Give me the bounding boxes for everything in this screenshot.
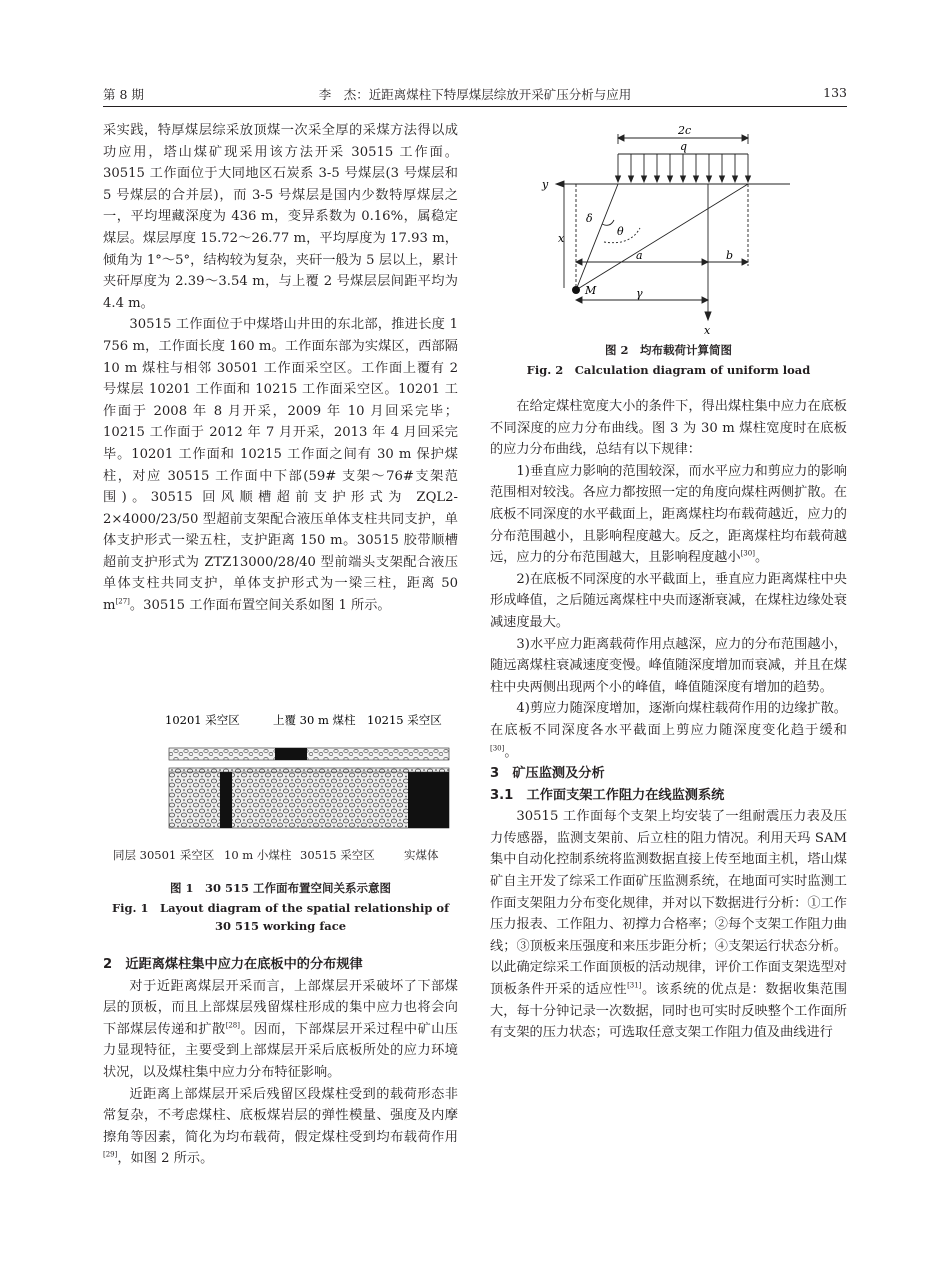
label-delta: δ: [586, 212, 593, 225]
paragraph: [103, 314, 458, 616]
paragraph: 采实践，特厚煤层综采放顶煤一次采全厚的采煤方法得以成功应用，塔山煤矿现采用该方法开采 30515 工作面。30515 工作面位于大同地区石炭系 3-5 号煤层(3 号煤层和 5 号煤层的合并层)，而 3-5 号煤层是国内少数特厚煤层之一，平均埋藏深度为 436 m，变异系数为 0.16%，属稳定煤层。煤层厚度 15.72～26.77 m，平均厚度为 17.93 m，倾角为 1°～5°，结构较为复杂，夹矸一般为 5 层以上，累计夹矸厚度为 2.39～3.54 m，与上覆 2 号煤层层间距平均为 4.4 m。: [103, 123, 458, 311]
left-column-lower: [103, 954, 458, 1170]
small-pillar: [220, 772, 232, 828]
figure-2-caption-cn: 图 2 均布载荷计算简图: [604, 343, 732, 357]
label-a: a: [636, 249, 643, 262]
point-M: [572, 286, 580, 294]
lower-seam: [169, 768, 449, 828]
uniform-load-diagram: [490, 120, 847, 340]
right-column: [490, 396, 847, 1044]
citation: [31]: [627, 981, 642, 990]
section-2-title: 2 近距离煤柱集中应力在底板中的分布规律: [103, 957, 363, 972]
paragraph-text: 。: [754, 550, 769, 566]
figure-1-caption-en-2: 30 515 working face: [214, 919, 347, 933]
label-theta: θ: [617, 225, 624, 238]
paragraph-text: 。: [504, 744, 518, 760]
paragraph-text: 1)垂直应力影响的范围较深，而水平应力和剪应力的影响范围相对较浅。各应力都按照一定的角度向煤柱两侧扩散。在底板不同深度的水平截面上，距离煤柱均布载荷越近，应力的分布范围越小，且影响程度越大。反之，距离煤柱均布载荷越远，应力的分布范围越大，且影响程度越小: [490, 463, 847, 566]
layout-diagram: [103, 708, 458, 868]
label-b: b: [726, 249, 734, 262]
paragraph-text: 。因而，下部煤层开采过程中矿山压力显现特征，主要受到上部煤层开采后底板所处的应力环境状况，以及煤柱集中应力分布特征影响。: [103, 1021, 458, 1080]
paragraph: [490, 806, 847, 1044]
citation: [28]: [225, 1021, 240, 1030]
figure-1-caption-en: Fig. 1 Layout diagram of the spatial relationship of: [111, 901, 450, 915]
label-x-axis: x: [704, 324, 711, 337]
solid-coal: [408, 772, 449, 828]
label-x: x: [558, 232, 565, 245]
section-3-title: 3 矿压监测及分析: [490, 766, 605, 782]
label-gamma: γ: [636, 287, 643, 300]
upper-seam-goaf: [169, 748, 449, 760]
running-title: 李 杰：近距离煤柱下特厚煤层综放开采矿压分析与应用: [318, 87, 632, 102]
paragraph-text: 4)剪应力随深度增加，逐渐向煤柱载荷作用的边缘扩散。在底板不同深度各水平截面上剪应力随深度变化趋于缓和: [490, 701, 847, 738]
label-q: q: [680, 140, 688, 153]
figure-2-caption-en: Fig. 2 Calculation diagram of uniform load: [526, 363, 811, 377]
citation: [29]: [103, 1150, 118, 1159]
paragraph-text: 对于近距离煤层开采而言，上部煤层开采破坏了下部煤层的顶板，而且上部煤层残留煤柱形成的集中应力也将会向下部煤层传递和扩散: [103, 978, 458, 1037]
issue-number: 第 8 期: [103, 87, 144, 102]
running-header: [103, 82, 847, 107]
label-solid-coal: 实煤体: [404, 848, 439, 862]
paragraph: 在给定煤柱宽度大小的条件下，得出煤柱集中应力在底板不同深度的应力分布曲线。图 3 为 30 m 煤柱宽度时在底板的应力分布曲线，总结有以下规律：: [490, 399, 847, 458]
label-M: M: [585, 284, 597, 297]
paragraph-text: 30515 工作面位于中煤塔山井田的东北部，推进长度 1 756 m，工作面长度 160 m。工作面东部为实煤区，西部隔 10 m 煤柱与相邻 30501 工作面采空区。工作面上覆有 2 号煤层 10201 工作面和 10215 工作面采空区。10201 工作面于 2008 年 8 月开采，2009 年 10 月回采完毕；10215 工作面于 2012 年 7 月开采，2013 年 4 月回采完毕。10201 工作面和 10215 工作面之间有 30 m 保护煤柱，对应 30515 工作面中下部(59# 支架～76#支架范围)。30515 回风顺槽超前支护形式为 ZQL2-2×4000/23/50 型超前支架配合液压单体支柱共同支护，单体支护形式一梁五柱，支护距离 150 m。30515 胶带顺槽超前支护形式为 ZTZ13000/28/40 型前端头支架配合液压单体支柱共同支护，单体支护形式为一梁三柱，距离 50 m: [103, 317, 458, 614]
paragraph: [490, 461, 847, 569]
paragraph-text: 近距离上部煤层开采后残留区段煤柱受到的载荷形态非常复杂，不考虑煤柱、底板煤岩层的弹性模量、强度及内摩擦角等因素，简化为均布载荷，假定煤柱受到均布载荷作用: [103, 1086, 458, 1145]
figure-2: [490, 120, 847, 390]
label-overlying-pillar: 上覆 30 m 煤柱: [273, 713, 356, 727]
citation: [27]: [115, 597, 130, 606]
section-3-1-title: 3.1 工作面支架工作阻力在线监测系统: [490, 787, 725, 803]
paragraph: 2)在底板不同深度的水平截面上，垂直应力距离煤柱中央形成峰值，之后随远离煤柱中央而逐渐衰减，在煤柱边缘处衰减速度最大。: [490, 571, 847, 630]
label-30515-goaf: 30515 采空区: [300, 848, 375, 862]
label-2c: 2c: [678, 124, 692, 137]
label-30501-goaf: 同层 30501 采空区: [113, 848, 215, 862]
paragraph-text: 。30515 工作面布置空间关系如图 1 所示。: [129, 598, 391, 614]
paragraph: 3)水平应力距离载荷作用点越深，应力的分布范围越小，随远离煤柱衰减速度变慢。峰值随深度增加而衰减，并且在煤柱中央两侧出现两个小的峰值，峰值随深度有增加的趋势。: [490, 636, 847, 695]
citation: [30]: [740, 549, 755, 558]
paragraph-text: 。该系统的优点是：数据收集范围大，每十分钟记录一次数据，同时也可实时反映整个工作面所有支架的压力状态；可选取任意支架工作阻力值及曲线进行: [490, 982, 848, 1041]
citation: [30]: [490, 744, 505, 753]
paragraph-text: 30515 工作面每个支架上均安装了一组耐震压力表及压力传感器，监测支架前、后立柱的阻力情况。利用天玛 SAM 集中自动化控制系统将监测数据直接上传至地面主机，塔山煤矿自主开发了综采工作面矿压监测系统，在地面可实时监测工作面支架阻力分布变化规律，并对以下数据进行分析：①工作压力报表、工作阻力、初撑力合格率；②每个支架工作阻力曲线；③顶板来压强度和来压步距分析；④支架运行状态分析。以此确定综采工作面顶板的活动规律，评价工作面支架选型对顶板条件开采的适应性: [490, 809, 847, 998]
upper-pillar: [275, 748, 307, 760]
label-small-pillar: 10 m 小煤柱: [224, 848, 292, 862]
label-y: y: [542, 178, 549, 191]
label-10201-goaf: 10201 采空区: [165, 713, 240, 727]
figure-1: [103, 708, 458, 948]
page-number: 133: [823, 85, 847, 100]
paragraph: [103, 976, 458, 1084]
paragraph-text: ，如图 2 所示。: [117, 1151, 214, 1167]
paragraph: [103, 1084, 458, 1170]
label-10215-goaf: 10215 采空区: [367, 713, 442, 727]
figure-1-caption-cn: 图 1 30 515 工作面布置空间关系示意图: [169, 881, 392, 895]
paragraph: [490, 698, 847, 763]
left-column: [103, 120, 458, 617]
